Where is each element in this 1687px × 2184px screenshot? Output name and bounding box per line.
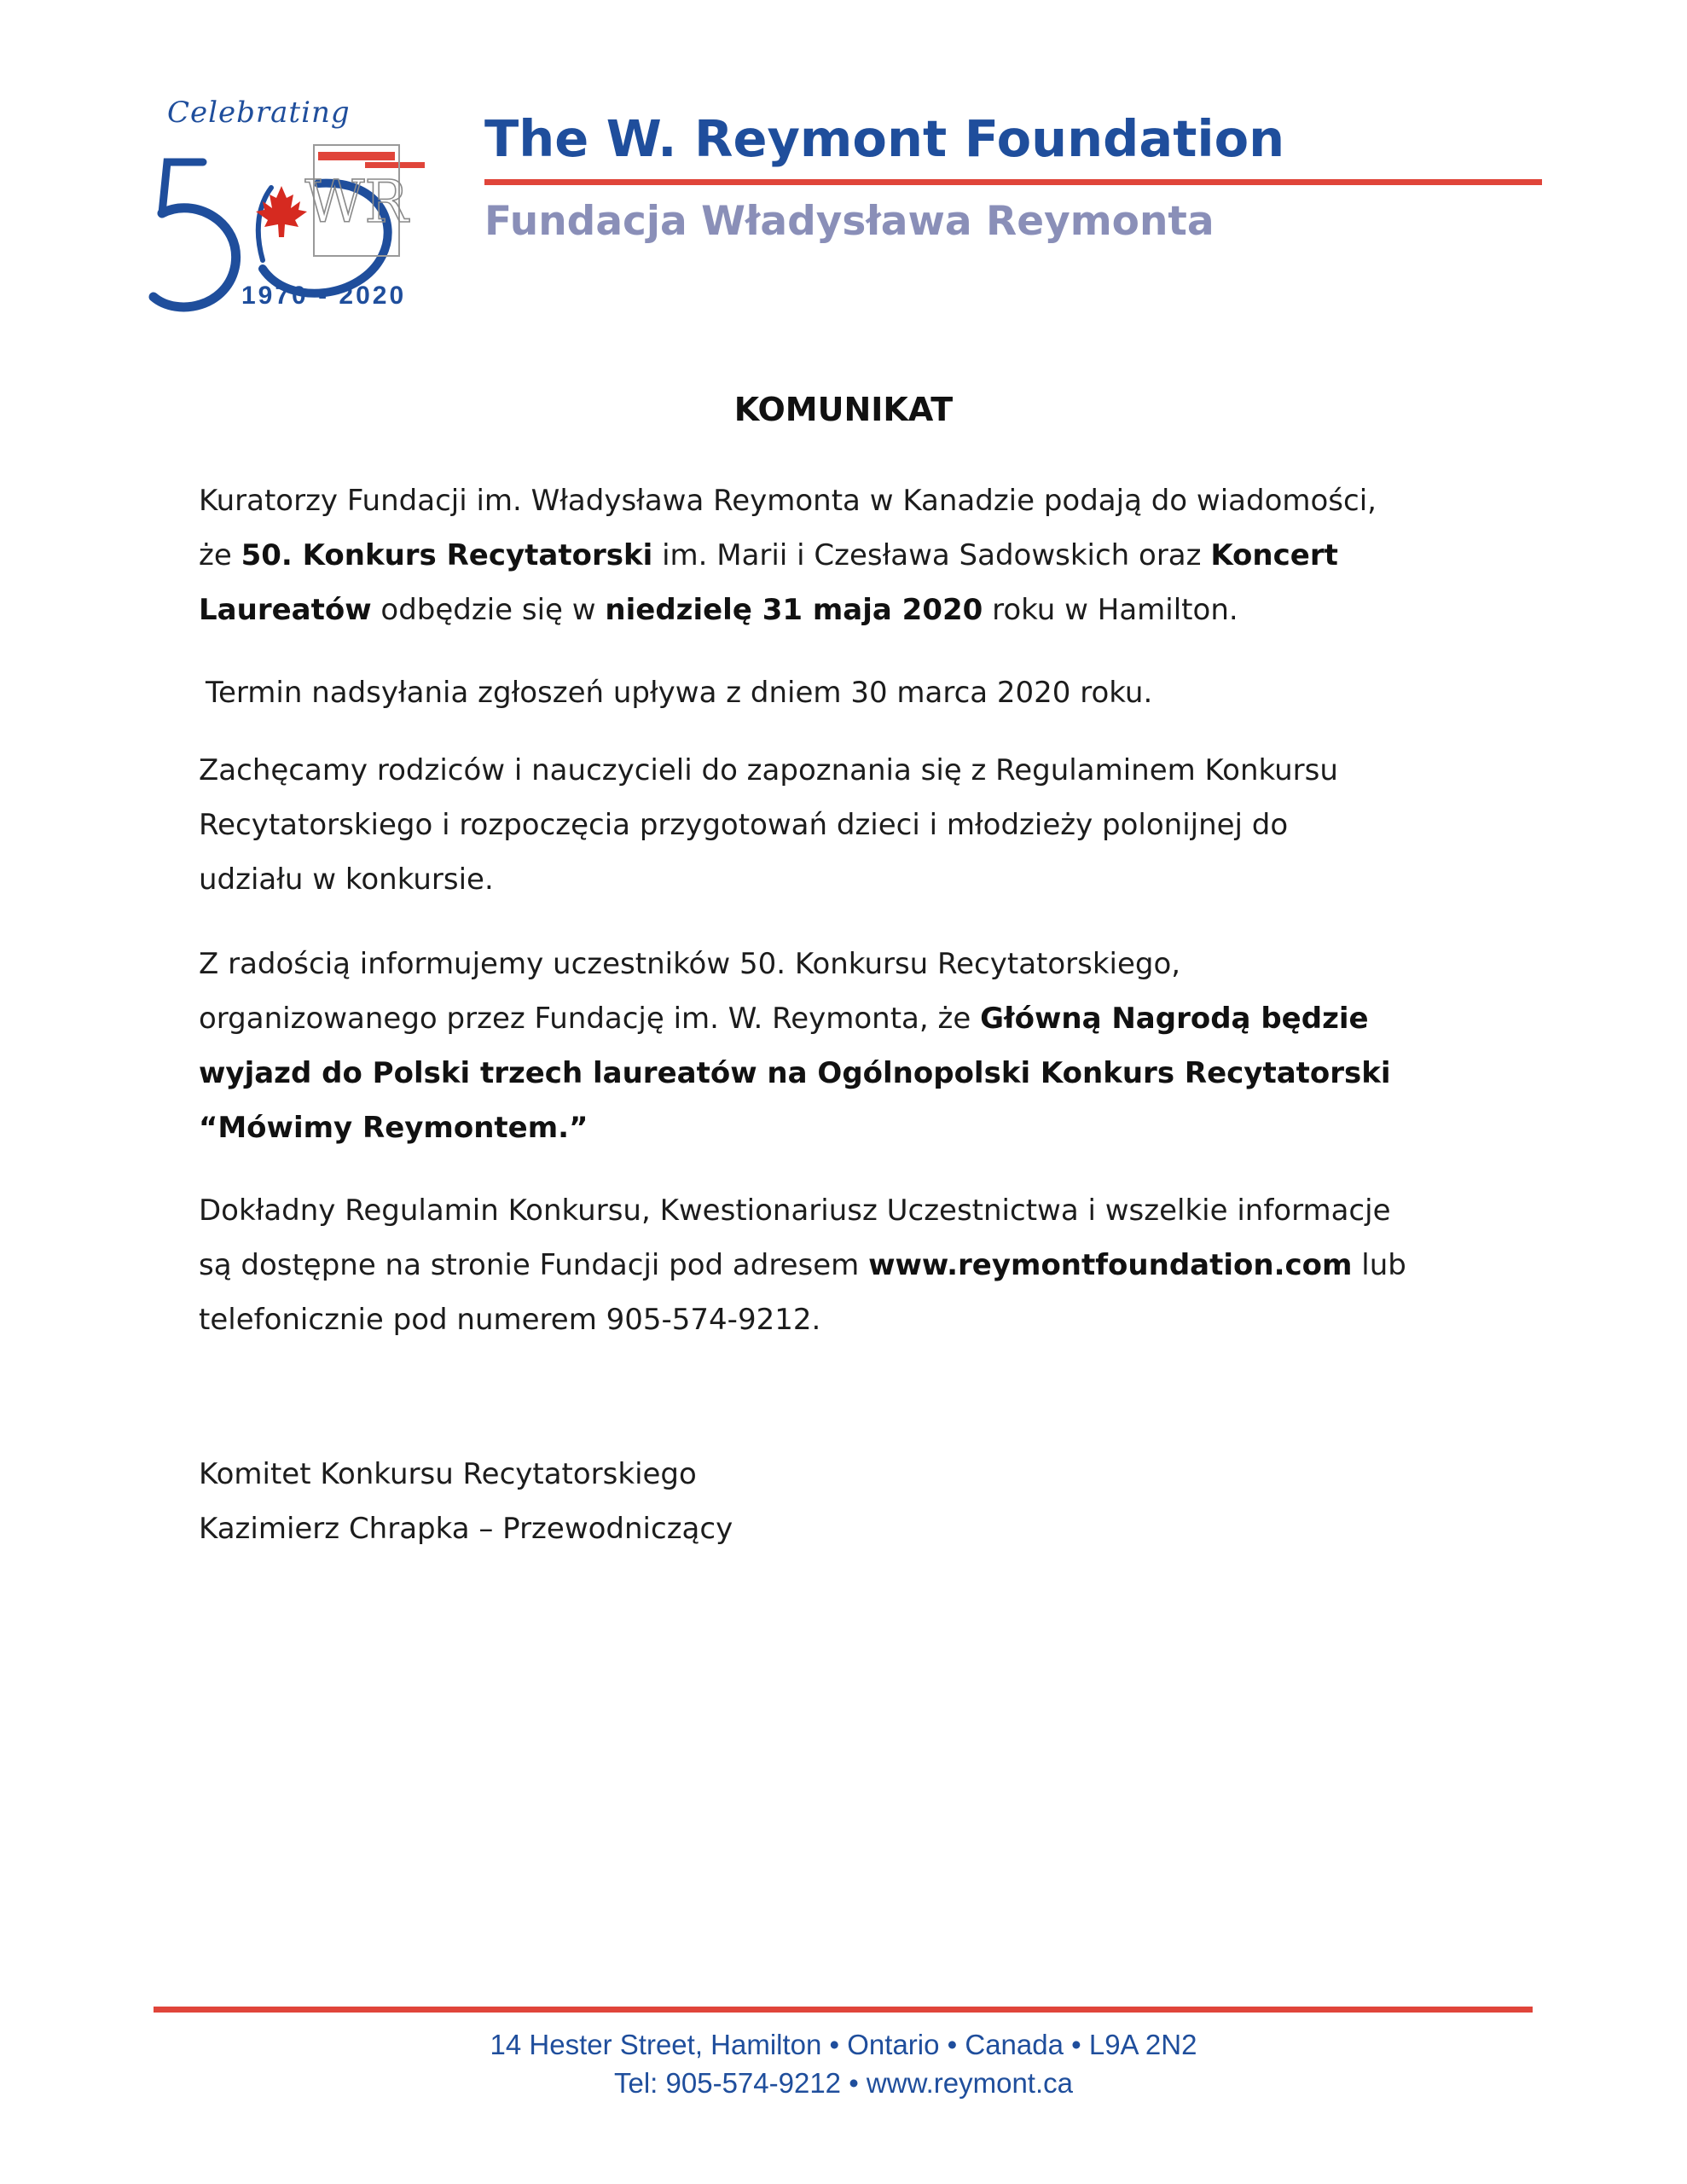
text-fragment: organizowanego przez Fundację im. W. Reymonta, że	[199, 1002, 981, 1036]
text-fragment: że	[199, 538, 241, 572]
text-line: Z radością informujemy uczestników 50. Konkursu Recytatorskiego,	[199, 947, 1181, 981]
footer-contact: Tel: 905-574-9212 • www.reymont.ca	[614, 2067, 1073, 2099]
text-fragment: odbędzie się w	[371, 593, 606, 627]
foundation-logo	[143, 94, 467, 333]
text-fragment: lub	[1352, 1248, 1406, 1282]
contest-title-quote: “Mówimy Reymontem.”	[199, 1111, 588, 1145]
paragraph-invitation	[199, 743, 1512, 907]
paragraph-announcement	[199, 473, 1512, 637]
text-line: udziału w konkursie.	[199, 863, 494, 897]
org-name-english: The W. Reymont Foundation	[484, 109, 1285, 168]
text-line: Recytatorskiego i rozpoczęcia przygotowań dzieci i młodzieży polonijnej do	[199, 808, 1289, 842]
paragraph-prize	[199, 937, 1512, 1155]
text-line: Dokładny Regulamin Konkursu, Kwestionariusz Uczestnictwa i wszelkie informacje	[199, 1194, 1391, 1228]
text-line: Termin nadsyłania zgłoszeń upływa z dniem 30 marca 2020 roku.	[206, 676, 1153, 710]
org-name-polish: Fundacja Władysława Reymonta	[484, 198, 1215, 245]
paragraph-deadline	[206, 665, 1519, 720]
text-line: Zachęcamy rodziców i nauczycieli do zapoznania się z Regulaminem Konkursu	[199, 753, 1338, 787]
footer-address: 14 Hester Street, Hamilton • Ontario • Canada • L9A 2N2	[490, 2029, 1197, 2060]
maple-leaf-icon	[256, 186, 307, 237]
signature-committee: Komitet Konkursu Recytatorskiego	[199, 1457, 697, 1491]
text-fragment: są dostępne na stronie Fundacji pod adresem	[199, 1248, 869, 1282]
svg-text:WR: WR	[304, 169, 409, 236]
event-date: niedzielę 31 maja 2020	[605, 593, 983, 627]
signature-block	[199, 1447, 1512, 1556]
contest-name: 50. Konkurs Recytatorski	[241, 538, 653, 572]
website-link[interactable]: www.reymontfoundation.com	[868, 1248, 1353, 1282]
footer-divider	[154, 2007, 1533, 2013]
text-fragment: im. Marii i Czesława Sadowskich oraz	[652, 538, 1211, 572]
concert-label: Koncert	[1210, 538, 1338, 572]
main-prize-label: Główną Nagrodą będzie	[980, 1002, 1369, 1036]
logo-script-text: Celebrating	[167, 96, 351, 130]
document-title: KOMUNIKAT	[733, 391, 954, 428]
signature-chair: Kazimierz Chrapka – Przewodniczący	[199, 1512, 733, 1546]
header-divider	[484, 179, 1542, 185]
logo-years: 1970 - 2020	[241, 282, 407, 310]
paragraph-information	[199, 1183, 1512, 1347]
prize-description: wyjazd do Polski trzech laureatów na Ogólnopolski Konkurs Recytatorski	[199, 1056, 1391, 1090]
text-line: Kuratorzy Fundacji im. Władysława Reymonta w Kanadzie podają do wiadomości,	[199, 484, 1377, 518]
laureates-label: Laureatów	[199, 593, 372, 627]
text-fragment: roku w Hamilton.	[983, 593, 1238, 627]
text-line: telefonicznie pod numerem 905-574-9212.	[199, 1303, 821, 1337]
